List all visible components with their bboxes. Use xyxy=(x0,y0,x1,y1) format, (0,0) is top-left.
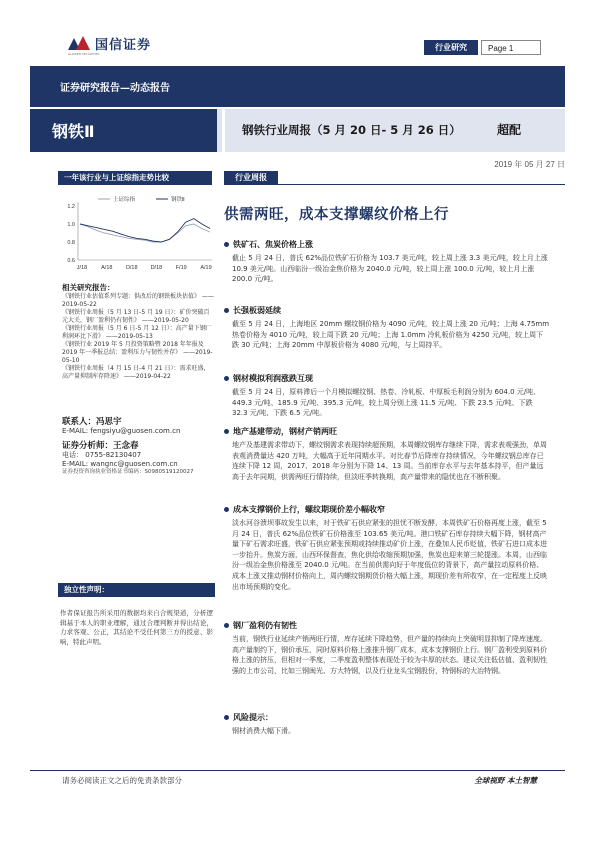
section-body: 截至 5 月 24 日，上海地区 20mm 螺纹钢价格为 4090 元/吨，较上周上涨 20 元/吨；上海 4.75mm 热卷价格为 4010 元/吨，较上周下跌 20 元/吨；上海 1.0mm 冷轧板价格为 4250 元/吨，较上周下跌 30 元/吨；上海 20mm 中厚板价格为 4080 元/吨，与上周持平。 xyxy=(232,320,550,350)
contact-email[interactable]: E-MAIL: fengsiyu@guosen.com.cn xyxy=(62,427,181,435)
section-outlook xyxy=(224,620,550,676)
section-demand xyxy=(224,426,550,482)
section-body: 当前，钢铁行业延续产销两旺行情，库存延续下降趋势，但产量的持续向上突破明显抑制了降库速度。高产量制约下，钢价承压，同时原料价格上涨推升钢厂成本，成本支撑钢价上行。钢厂盈利受到原料价格上涨的挤压，但相对一季度，二季度盈利整体表现处于较为丰厚的状态。建议关注低估值、盈利韧性强的上市公司，比如三钢闽光、方大特钢，以及行业龙头宝钢股份，特钢标的大冶特钢。 xyxy=(232,635,547,675)
header-rule xyxy=(278,184,565,185)
y-tick-label: 1.2 xyxy=(67,204,75,210)
section-title: 地产基建带动，钢材产销两旺 xyxy=(233,427,337,436)
x-tick-label: O/18 xyxy=(125,265,138,271)
section-body: 截至 5 月 24 日，原料滞后一个月模拟螺纹钢、热卷、冷轧板、中厚板毛利润分别为 604.0 元/吨、449.3 元/吨、185.9 元/吨、395.3 元/吨，较上周分别上涨 11.5 元/吨、下跌 23.5 元/吨、下跌 32.3 元/吨、下跌 6.5 元/吨。 xyxy=(232,388,541,418)
contacts xyxy=(62,418,217,476)
bullet-icon xyxy=(224,376,229,381)
page-number: Page 1 xyxy=(481,40,541,55)
series-line xyxy=(80,219,210,242)
section-body: 地产及基建需求带动下，螺纹钢需求表现持续超预期，本周螺纹钢库存继续下降，需求表观强劲，单周表观消费量达 420 万吨，大幅高于近年同期水平。对比春节后降库存持续情况，今年螺纹钢总库存已连续下降 12 周，2017、2018 年分别为下降 14、13 周。当前库存水平与去年基本持平，但产量远高于去年同期，供需两旺行情持续，但淡旺季转换期，高产量带来的隐忧也在不断积聚。 xyxy=(232,441,547,481)
footer-slogan: 全球视野 本土智慧 xyxy=(474,776,537,785)
report-date: 2019 年 05 月 27 日 xyxy=(494,160,565,169)
bullet-icon xyxy=(224,242,229,247)
legend-label: 钢铁Ⅱ xyxy=(171,197,185,203)
y-tick-label: 0.8 xyxy=(67,240,75,246)
report-title: 钢铁行业周报（5 月 20 日- 5 月 26 日） xyxy=(242,123,461,137)
section-title: 铁矿石、焦炭价格上涨 xyxy=(233,240,313,249)
independence-statement xyxy=(58,583,215,647)
analyst-phone: 电话： 0755-82130407 xyxy=(62,451,142,459)
analyst-license: 证券投资咨询执业资格证书编码：S0980519120027 xyxy=(62,469,194,475)
bullet-icon xyxy=(224,715,229,720)
brand-name: 国信证券 xyxy=(95,38,152,53)
section-body: 淡水河谷溃坝事故发生以来，对于铁矿石供应紧张的担忧不断发酵，本周铁矿石价格再度上涨，截至 5 月 24 日，普氏 62%品位铁矿石价格涨至 103.65 美元/吨。港口铁矿石库存持续大幅下降，钢材高产量下矿石需求旺盛，铁矿石供应紧张预期或持续推动矿价上涨，在叠加人民币贬值，铁矿石进口成本进一步抬升。焦炭方面，山西环保督查，焦化供给收缩预期加强，焦炭也迎来第三轮提涨。本周，山西临汾一级冶金焦价格涨至 2040.0 元/吨。在当前供需向好于年度低位的背景下，高产量拉动原料价格、成本上涨又推动钢材价格向上，周内螺纹钢期货价格大幅上涨，期现价差有所收窄，在一定程度上反映出市场预期的变化。 xyxy=(232,519,547,591)
series-title: 证券研究报告—动态报告 xyxy=(60,83,170,94)
section-profit xyxy=(224,373,550,419)
analyst-email[interactable]: E-MAIL: wangnc@guosen.com.cn xyxy=(62,460,178,468)
bullet-icon xyxy=(224,308,229,313)
y-tick-label: 0.6 xyxy=(67,258,75,264)
bullet-icon xyxy=(224,623,229,628)
bullet-icon xyxy=(224,429,229,434)
section-iron-ore xyxy=(224,239,550,285)
section-steel-prices xyxy=(224,305,550,351)
related-item[interactable]: 《钢铁行业估值系列专题：供改后的钢铁板块估值》 ——2019-05-22 xyxy=(62,293,214,308)
related-item[interactable]: 《钢铁行业周报（4 月 15 日-4 月 21 日）：需求旺盛，高产量抑制库存降速》 ——2019-04-22 xyxy=(62,365,210,380)
statement-body: 作者保证报告所采用的数据均来自合规渠道，分析逻辑基于本人的职业理解，通过合理判断并得出结论，力求客观、公正，其结论不受任何第三方的授意、影响，特此声明。 xyxy=(60,609,213,646)
section-risk xyxy=(224,712,550,737)
x-tick-label: J/18 xyxy=(76,265,88,271)
section-title: 成本支撑钢价上行，螺纹期现价差小幅收窄 xyxy=(233,505,385,514)
x-tick-label: A/18 xyxy=(101,265,113,271)
x-tick-label: D/18 xyxy=(150,265,163,271)
section-tag: 行业周报 xyxy=(224,171,278,185)
section-cost xyxy=(224,504,550,592)
contact-title: 联系人：冯思宇 xyxy=(62,417,122,427)
bullet-icon xyxy=(224,507,229,512)
section-title: 钢材模拟利润涨跌互现 xyxy=(233,374,313,383)
rating: 超配 xyxy=(497,123,522,137)
headline: 供需两旺，成本支撑螺纹价格上行 xyxy=(224,207,449,223)
section-title: 风险提示： xyxy=(233,713,273,722)
related-item[interactable]: 《钢铁行业 2019 年 5 月投资策略暨 2018 年年报及 2019 年一季报总结：盈利压力与韧性并存》 ——2019-05-10 xyxy=(62,341,213,364)
section-body: 钢材消费大幅下滑。 xyxy=(232,727,295,735)
brand-mark-icon xyxy=(68,36,90,52)
y-tick-label: 1.0 xyxy=(67,222,75,228)
related-title: 相关研究报告： xyxy=(62,283,115,292)
x-tick-label: F/19 xyxy=(175,265,187,271)
brand-subtitle: GUOSEN SECURITIES xyxy=(68,52,100,56)
footer-rule xyxy=(30,770,565,771)
footer-disclaimer: 请务必阅读正文之后的免责条款部分 xyxy=(62,776,182,785)
brand-logo xyxy=(68,34,151,53)
contact-name: 冯思宇 xyxy=(96,417,122,427)
section-title: 钢厂盈利仍有韧性 xyxy=(233,621,297,630)
sector-name: 钢铁Ⅱ xyxy=(52,122,95,141)
legend-label: 上证综指 xyxy=(113,197,136,203)
banner-divider xyxy=(222,109,225,152)
section-body: 截止 5 月 24 日，普氏 62%品位铁矿石价格为 103.7 美元/吨，较上周上涨 3.3 美元/吨，较上月上涨 10.9 美元/吨。山西临汾一级冶金焦价格为 2040.0 元/吨，较上周上涨 100.0 元/吨，较上月上涨 200.0 元/吨。 xyxy=(232,254,548,284)
chart-header: 一年该行业与上证综指走势比较 xyxy=(58,171,212,185)
x-tick-label: A/19 xyxy=(200,265,212,271)
analyst-name: 王念春 xyxy=(113,441,139,451)
section-title: 长强板弱延续 xyxy=(233,306,281,315)
statement-header: 独立性声明： xyxy=(58,583,215,597)
report-type-badge: 行业研究 xyxy=(424,40,478,55)
related-reports xyxy=(62,284,214,381)
index-comparison-chart xyxy=(58,190,218,278)
related-item[interactable]: 《钢铁行业周报（5 月 6 日-5 月 12 日）：高产量下钢厂利润环比下滑》 ——2019-05-13 xyxy=(62,325,212,340)
related-item[interactable]: 《钢铁行业周报（5 月 13 日-5 月 19 日）：矿价突破百元大关，钢厂盈利仍有韧性》 ——2019-05-20 xyxy=(62,309,210,324)
analyst-title: 证券分析师：王念春 xyxy=(62,441,139,451)
